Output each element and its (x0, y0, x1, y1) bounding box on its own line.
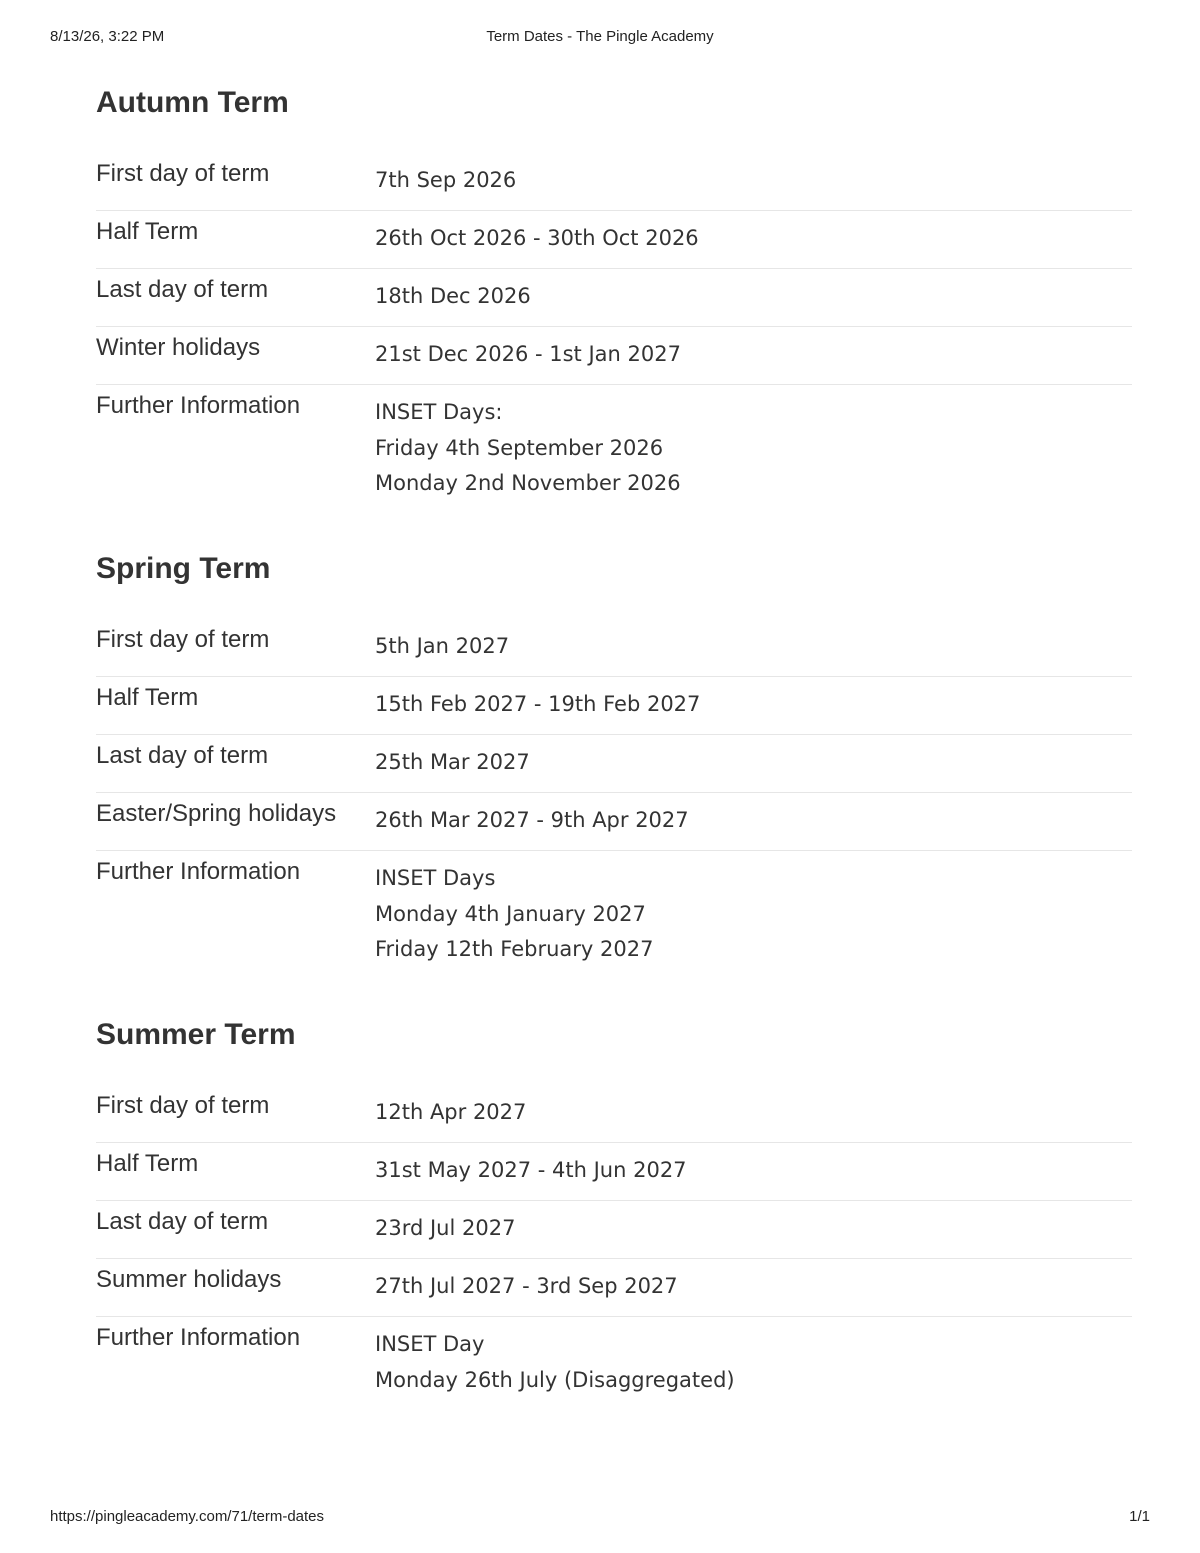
value-line: Monday 4th January 2027 (375, 901, 646, 926)
table-row (96, 1317, 1132, 1392)
row-label: Half Term (96, 684, 199, 711)
row-value (375, 861, 653, 968)
row-value (375, 1153, 687, 1189)
value-line: INSET Days (375, 866, 496, 890)
table-row (96, 327, 1132, 385)
table-row (96, 1085, 1132, 1143)
table-row (96, 619, 1132, 677)
value-line: 23rd Jul 2027 (375, 1216, 516, 1240)
value-line: Monday 2nd November 2026 (375, 471, 681, 495)
row-value (375, 163, 516, 199)
table-row (96, 793, 1132, 851)
value-line: 7th Sep 2026 (375, 168, 517, 192)
row-label: Winter holidays (96, 334, 261, 361)
term-section-spring (96, 549, 1132, 961)
row-label: Last day of term (96, 276, 269, 303)
print-footer (50, 1508, 1150, 1528)
term-dates-table (96, 619, 1132, 961)
row-label: Half Term (96, 1150, 199, 1177)
term-heading: Spring Term (96, 552, 271, 585)
term-section-autumn (96, 83, 1132, 495)
value-line: 12th Apr 2027 (375, 1100, 527, 1124)
table-row (96, 153, 1132, 211)
row-value (375, 1269, 678, 1305)
term-dates-table (96, 1085, 1132, 1392)
value-line: 27th Jul 2027 - 3rd Sep 2027 (375, 1274, 678, 1298)
row-value (375, 395, 681, 502)
term-heading: Autumn Term (96, 86, 289, 119)
row-value (375, 687, 700, 723)
table-row (96, 1201, 1132, 1259)
page-number: 1/1 (1129, 1508, 1150, 1525)
row-value (375, 1095, 526, 1131)
row-label: Easter/Spring holidays (96, 800, 337, 827)
table-row (96, 1143, 1132, 1201)
row-label: Further Information (96, 392, 301, 419)
term-section-summer (96, 1015, 1132, 1392)
value-line: 21st Dec 2026 - 1st Jan 2027 (375, 342, 681, 366)
value-line: 5th Jan 2027 (375, 634, 510, 658)
row-value (375, 221, 699, 257)
row-label: First day of term (96, 160, 270, 187)
row-label: First day of term (96, 626, 270, 653)
value-line: INSET Days: (375, 400, 503, 424)
row-label: Last day of term (96, 742, 269, 769)
print-header (50, 28, 1150, 48)
row-value (375, 1211, 515, 1247)
table-row (96, 735, 1132, 793)
value-line: 31st May 2027 - 4th Jun 2027 (375, 1158, 687, 1182)
row-label: Further Information (96, 858, 301, 885)
row-value (375, 279, 531, 315)
value-line: 26th Oct 2026 - 30th Oct 2026 (375, 226, 699, 250)
page-url: https://pingleacademy.com/71/term-dates (50, 1508, 325, 1525)
row-value (375, 803, 689, 839)
value-line: INSET Day (375, 1332, 485, 1356)
value-line: 25th Mar 2027 (375, 750, 530, 774)
row-label: Summer holidays (96, 1266, 282, 1293)
table-row (96, 385, 1132, 495)
value-line: 18th Dec 2026 (375, 284, 531, 308)
row-label: Half Term (96, 218, 199, 245)
value-line: 26th Mar 2027 - 9th Apr 2027 (375, 808, 689, 832)
value-line: Friday 12th February 2027 (375, 937, 654, 961)
table-row (96, 1259, 1132, 1317)
row-value (375, 337, 681, 373)
print-page-title: Term Dates - The Pingle Academy (486, 28, 714, 45)
term-dates-table (96, 153, 1132, 495)
term-heading: Summer Term (96, 1018, 296, 1051)
print-datetime: 8/13/26, 3:22 PM (50, 28, 165, 45)
row-label: Further Information (96, 1324, 301, 1351)
table-row (96, 851, 1132, 961)
value-line: 15th Feb 2027 - 19th Feb 2027 (375, 692, 701, 716)
table-row (96, 211, 1132, 269)
table-row (96, 269, 1132, 327)
row-label: Last day of term (96, 1208, 269, 1235)
table-row (96, 677, 1132, 735)
row-value (375, 745, 530, 781)
value-line: Friday 4th September 2026 (375, 435, 664, 460)
row-label: First day of term (96, 1092, 270, 1119)
value-line: Monday 26th July (Disaggregated) (375, 1367, 735, 1392)
row-value (375, 629, 509, 665)
row-value (375, 1327, 735, 1398)
